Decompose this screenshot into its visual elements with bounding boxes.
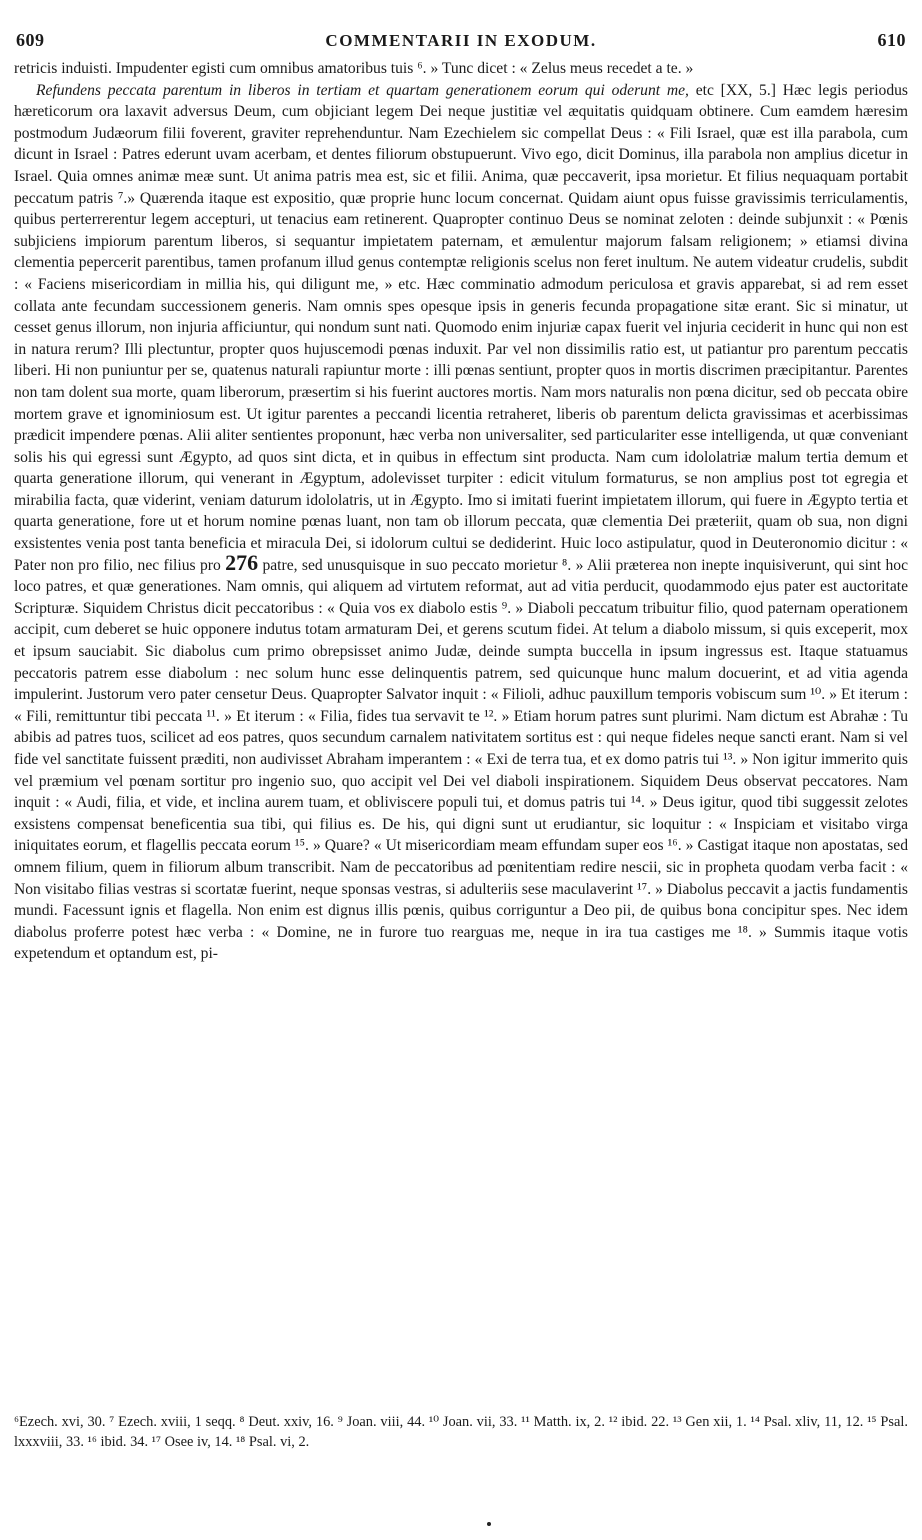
lemma-tail: etc bbox=[688, 81, 714, 99]
printer-mark bbox=[487, 1522, 491, 1526]
paragraph bbox=[14, 80, 908, 965]
column-number: 276 bbox=[225, 549, 259, 575]
commentary-text: [XX, 5.] Hæc legis periodus hæreticorum ora laxavit adversus Deum, cum objiciant legem Dei neque justitiæ vel æquitatis quidquam obtinere. Cum eamdem hæresim postmodum Judæorum filii foverent, graviter reprehenduntur. Nam Ezechielem sic compellat Deus : « Fili Israel, quæ est illa parabola, cum dicunt in Israel : Patres ederunt uvam acerbam, et dentes filiorum obstupuerunt. Vivo ego, dicit Dominus, illa parabola non amplius dicetur in Israel. Quia omnes animæ meæ sunt. Ut anima patris mea est, sic et filii. Anima, quæ peccaverit, ipsa morietur. Et filius nequaquam portabit peccatum patris ⁷.» Quærenda itaque est expositio, quæ proprie hunc locum concernat. Quidam aiunt opus fuisse gravissimis terriculamentis, quibus perterrerentur legem accepturi, ut tenacius eam retinerent. Quapropter continuo Deus se nominat zeloten : deinde subjunxit : « Pœnis subjiciens impiorum parentum liberos, si sequantur impietatem paternam, et æmulentur majorum falsam religionem; » etiamsi divina clementia pepercerit parentibus, tamen profanum illud genus contemptæ religionis scelus non feret inultum. Ne autem videatur crudelis, subdit : « Faciens misericordiam in millia his, qui diligunt me, » etc. Hæc comminatio admodum periculosa et gravis apparebat, si ad rem esset collata ante fecundam successionem generis. Nam omnis spes opesque ipsis in generis fecunda propagatione sitæ erant. Sic si minatur, ut cesset genus illorum, non injuria afficiuntur, qui nondum sunt nati. Quomodo enim injuriæ capax fuerit vel injuria ceciderit in hunc qui non est in natura rerum? Illi plectuntur, propter quos hujuscemodi pœnas induxit. Par vel non dissimilis ratio est, ut patiantur pro parentum peccatis liberi. Hi non puniuntur per se, quatenus naturali rapiuntur morte : illi pœnas sentiunt, propter quos in mortis discrimen præcipitantur. Parentes non tam dolent sua morte, quam liberorum, præsertim si his fuerint auctores mortis. Nam mors naturalis non pœna dicitur, sed ob peccata obire mortem grave et ignominiosum est. Ut igitur parentes a peccandi licentia retraheret, liberis ob parentum delicta gravissimas et acerbissimas prædicit impendere pœnas. Alii aliter sentientes proponunt, hæc verba non universaliter, sed particulariter esse intelligenda, ut quæ conveniant solis his qui egressi sunt Ægypto, ad quos sint dicta, et in quibus in effectum sint producta. Nam cum idololatriæ malum tertia demum et quarta generatione illorum, qui venerant in Ægyptum, adolevisset turpiter : edicit vitulum formaturus, se non amplius post tot egregia et mirabilia facta, quæ viderint, veniam daturum idololatris, ut in Ægypto. Imo si imitati fuerint impietatem illorum, qui fuere in Ægypto tertia et quarta generatione, fore ut et horum nomine pœnas luant, non tam ob illorum peccata, quæ clementia Dei præteriit, quam ob sua, non digni exsistentes venia post tanta beneficia et miracula Dei, si idolorum cultui se dediderint. Huic loco astipulatur, quod in Deuteronomio dicitur : « Pater non pro filio, nec filius pro bbox=[14, 81, 908, 574]
running-header bbox=[14, 30, 908, 52]
page-number-left: 609 bbox=[16, 30, 45, 50]
footnotes: ⁶Ezech. xvi, 30. ⁷ Ezech. xviii, 1 seqq. ⁸ Deut. xxiv, 16. ⁹ Joan. viii, 44. ¹⁰ Joan. vii, 33. ¹¹ Matth. ix, 2. ¹² ibid. 22. ¹³ Gen xii, 1. ¹⁴ Psal. xliv, 11, 12. ¹⁵ Psal. lxxxviii, 33. ¹⁶ ibid. 34. ¹⁷ Osee iv, 14. ¹⁸ Psal. vi, 2. bbox=[14, 1414, 908, 1450]
paragraph: retricis induisti. Impudenter egisti cum omnibus amatoribus tuis ⁶. » Tunc dicet : « Zelus meus recedet a te. » bbox=[14, 60, 694, 77]
lemma: Refundens peccata parentum in liberos in tertiam et quartam generationem eorum qui oderunt me, bbox=[36, 81, 689, 99]
running-title: COMMENTARII IN EXODUM. bbox=[325, 31, 597, 50]
body-text bbox=[14, 58, 908, 965]
page-number-right: 610 bbox=[877, 30, 906, 50]
commentary-text: patre, sed unusquisque in suo peccato morietur ⁸. » Alii præterea non inepte inquisiverunt, qui sint hoc loco patres, et quæ generationes. Nam omnis, qui aliquem ad virtutem reformat, aut ad vitia perducit, quodammodo ejus pater est auctoritate Scripturæ. Siquidem Christus dicit peccatoribus : « Quia vos ex diabolo estis ⁹. » Diaboli peccatum tribuitur filio, quod paternam operationem accipit, cum deberet se huic opponere indutus totam armaturam Dei, et gerens scutum fidei. At telum a diabolo missum, si quis exceperit, mox et ipsum sauciabit. Sic diabolus cum primo obrepsisset animo Judæ, deinde sumpta buccella in ipsum ingressus est. Itaque statuamus peccatoris patrem esse diabolum : nec solum hunc esse delinquentis patrem, sed quicunque hunc malum docuerint, et ad vitia agenda impulerint. Justorum vero pater censetur Deus. Quapropter Salvator inquit : « Filioli, adhuc pauxillum temporis vobiscum sum ¹⁰. » Et iterum : « Fili, remittuntur tibi peccata ¹¹. » Et iterum : « Filia, fides tua servavit te ¹². » Etiam horum patres sunt plurimi. Nam dictum est Abrahæ : Tu abibis ad patres tuos, scilicet ad eos patres, quos secundum carnalem nativitatem sortitus est : qui neque fideles neque sancti erant. Nam si vel fide vel sanctitate fuissent præditi, non audivisset Abraham imperantem : « Exi de terra tua, et ex domo patris tui ¹³. » Non igitur immerito quis vel præmium vel pœnam sortitur pro ingenio suo, quo accipit vel Dei vel diaboli inspirationem. Siquidem Deus observat peccatores. Nam inquit : « Audi, filia, et vide, et inclina aurem tuam, et obliviscere populi tui, et domus patris tui ¹⁴. » Deus igitur, quod tibi suggessit zelotes exsistens compensat beneficentia sua tibi, qui filius es. De his, qui digni sunt ut erudiantur, sic loquitur : « Inspiciam et visitabo virga iniquitates eorum, et flagellis peccata eorum ¹⁵. » Quare? « Ut misericordiam meam effundam super eos ¹⁶. » Castigat itaque non apostatas, sed omnem filium, quem in filiorum album transcribit. Nam de peccatoribus ad pœnitentiam redire nescii, sic in propheta quodam verba facit : « Non visitabo filias vestras si scortatæ fuerint, neque sponsas vestras, si adulteriis sese maculaverint ¹⁷. » Diabolus peccavit a jactis fundamentis mundi. Facessunt ignis et flagella. Non enim est dignus illis pœnis, quibus corriguntur a Deo pii, de quibus bona concipitur spes. Nec idem diabolus proferre potest hæc verba : « Domine, ne in furore tuo rearguas me, neque in ira tua castiges me ¹⁸. » Summis itaque votis expetendum et optandum est, pi- bbox=[14, 556, 908, 963]
